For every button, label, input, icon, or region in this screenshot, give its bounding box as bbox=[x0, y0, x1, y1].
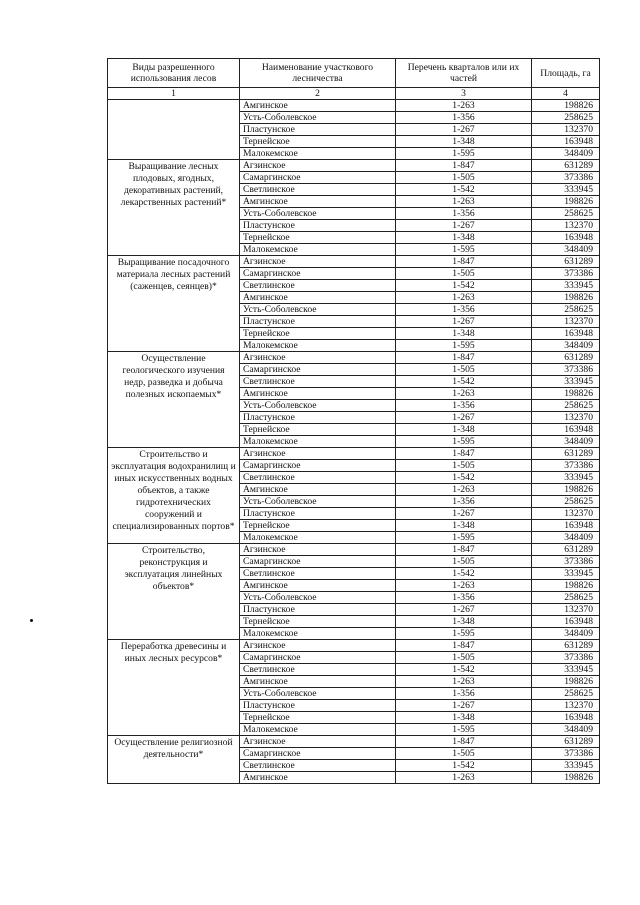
quarters-cell: 1-505 bbox=[396, 460, 532, 472]
use-kind-cell: Выращивание лесных плодовых, ягодных, декоративных растений, лекарственных растений* bbox=[108, 160, 240, 256]
quarters-cell: 1-263 bbox=[396, 772, 532, 784]
quarters-cell: 1-348 bbox=[396, 232, 532, 244]
quarters-cell: 1-356 bbox=[396, 688, 532, 700]
quarters-cell: 1-263 bbox=[396, 388, 532, 400]
area-cell: 631289 bbox=[532, 448, 600, 460]
quarters-cell: 1-595 bbox=[396, 436, 532, 448]
area-cell: 132370 bbox=[532, 604, 600, 616]
area-cell: 198826 bbox=[532, 388, 600, 400]
use-kind-cell: Переработка древесины и иных лесных ресурсов* bbox=[108, 640, 240, 736]
forestry-name-cell: Пластунское bbox=[240, 508, 396, 520]
forestry-name-cell: Тернейское bbox=[240, 424, 396, 436]
quarters-cell: 1-595 bbox=[396, 148, 532, 160]
quarters-cell: 1-847 bbox=[396, 736, 532, 748]
forestry-name-cell: Самаргинское bbox=[240, 748, 396, 760]
quarters-cell: 1-542 bbox=[396, 664, 532, 676]
quarters-cell: 1-348 bbox=[396, 136, 532, 148]
area-cell: 348409 bbox=[532, 148, 600, 160]
forestry-name-cell: Самаргинское bbox=[240, 268, 396, 280]
area-cell: 198826 bbox=[532, 580, 600, 592]
forestry-name-cell: Агзинское bbox=[240, 544, 396, 556]
forestry-name-cell: Малокемское bbox=[240, 628, 396, 640]
area-cell: 198826 bbox=[532, 484, 600, 496]
forestry-name-cell: Усть-Соболевское bbox=[240, 112, 396, 124]
quarters-cell: 1-267 bbox=[396, 316, 532, 328]
quarters-cell: 1-267 bbox=[396, 220, 532, 232]
area-cell: 373386 bbox=[532, 460, 600, 472]
use-kind-cell: Осуществление религиозной деятельности* bbox=[108, 736, 240, 784]
area-cell: 348409 bbox=[532, 244, 600, 256]
quarters-cell: 1-356 bbox=[396, 400, 532, 412]
column-number: 4 bbox=[532, 88, 600, 100]
quarters-cell: 1-542 bbox=[396, 184, 532, 196]
forestry-name-cell: Малокемское bbox=[240, 532, 396, 544]
header-use-kind: Виды разрешенного использования лесов bbox=[108, 59, 240, 88]
forestry-name-cell: Амгинское bbox=[240, 292, 396, 304]
forestry-name-cell: Пластунское bbox=[240, 700, 396, 712]
area-cell: 258625 bbox=[532, 112, 600, 124]
quarters-cell: 1-356 bbox=[396, 208, 532, 220]
forestry-name-cell: Агзинское bbox=[240, 352, 396, 364]
table-header-row bbox=[108, 59, 600, 88]
quarters-cell: 1-348 bbox=[396, 712, 532, 724]
quarters-cell: 1-263 bbox=[396, 580, 532, 592]
quarters-cell: 1-348 bbox=[396, 424, 532, 436]
quarters-cell: 1-356 bbox=[396, 304, 532, 316]
use-kind-cell bbox=[108, 100, 240, 160]
forestry-name-cell: Агзинское bbox=[240, 256, 396, 268]
forestry-name-cell: Усть-Соболевское bbox=[240, 496, 396, 508]
use-kind-cell: Осуществление геологического изучения недр, разведка и добыча полезных ископаемых* bbox=[108, 352, 240, 448]
area-cell: 333945 bbox=[532, 664, 600, 676]
forestry-name-cell: Пластунское bbox=[240, 412, 396, 424]
quarters-cell: 1-595 bbox=[396, 340, 532, 352]
quarters-cell: 1-267 bbox=[396, 700, 532, 712]
use-kind-cell: Строительство и эксплуатация водохранилищ и иных искусственных водных объектов, а также гидротехнических сооружений и специализированных портов* bbox=[108, 448, 240, 544]
forestry-name-cell: Агзинское bbox=[240, 160, 396, 172]
forestry-name-cell: Самаргинское bbox=[240, 172, 396, 184]
forestry-name-cell: Малокемское bbox=[240, 436, 396, 448]
forestry-name-cell: Пластунское bbox=[240, 124, 396, 136]
area-cell: 333945 bbox=[532, 280, 600, 292]
area-cell: 348409 bbox=[532, 532, 600, 544]
area-cell: 163948 bbox=[532, 520, 600, 532]
forestry-name-cell: Тернейское bbox=[240, 232, 396, 244]
quarters-cell: 1-542 bbox=[396, 760, 532, 772]
quarters-cell: 1-356 bbox=[396, 112, 532, 124]
area-cell: 163948 bbox=[532, 328, 600, 340]
header-forestry-name: Наименование участкового лесничества bbox=[240, 59, 396, 88]
quarters-cell: 1-542 bbox=[396, 568, 532, 580]
table-row bbox=[108, 640, 600, 652]
quarters-cell: 1-263 bbox=[396, 484, 532, 496]
forestry-name-cell: Самаргинское bbox=[240, 364, 396, 376]
area-cell: 163948 bbox=[532, 136, 600, 148]
quarters-cell: 1-542 bbox=[396, 472, 532, 484]
area-cell: 333945 bbox=[532, 472, 600, 484]
forestry-name-cell: Тернейское bbox=[240, 328, 396, 340]
area-cell: 132370 bbox=[532, 124, 600, 136]
forestry-name-cell: Малокемское bbox=[240, 340, 396, 352]
area-cell: 373386 bbox=[532, 268, 600, 280]
area-cell: 333945 bbox=[532, 760, 600, 772]
quarters-cell: 1-348 bbox=[396, 328, 532, 340]
table-row bbox=[108, 100, 600, 112]
area-cell: 348409 bbox=[532, 436, 600, 448]
area-cell: 631289 bbox=[532, 736, 600, 748]
area-cell: 631289 bbox=[532, 544, 600, 556]
quarters-cell: 1-847 bbox=[396, 448, 532, 460]
quarters-cell: 1-263 bbox=[396, 196, 532, 208]
table-body bbox=[108, 100, 600, 784]
forestry-name-cell: Амгинское bbox=[240, 196, 396, 208]
quarters-cell: 1-505 bbox=[396, 268, 532, 280]
area-cell: 333945 bbox=[532, 376, 600, 388]
area-cell: 198826 bbox=[532, 196, 600, 208]
forestry-name-cell: Самаргинское bbox=[240, 460, 396, 472]
forestry-name-cell: Светлинское bbox=[240, 760, 396, 772]
quarters-cell: 1-505 bbox=[396, 364, 532, 376]
area-cell: 258625 bbox=[532, 688, 600, 700]
quarters-cell: 1-595 bbox=[396, 628, 532, 640]
quarters-cell: 1-595 bbox=[396, 244, 532, 256]
area-cell: 198826 bbox=[532, 772, 600, 784]
forestry-name-cell: Малокемское bbox=[240, 724, 396, 736]
area-cell: 258625 bbox=[532, 208, 600, 220]
header-area: Площадь, га bbox=[532, 59, 600, 88]
table-row bbox=[108, 256, 600, 268]
area-cell: 132370 bbox=[532, 316, 600, 328]
area-cell: 258625 bbox=[532, 304, 600, 316]
quarters-cell: 1-505 bbox=[396, 652, 532, 664]
area-cell: 163948 bbox=[532, 424, 600, 436]
quarters-cell: 1-847 bbox=[396, 160, 532, 172]
quarters-cell: 1-356 bbox=[396, 496, 532, 508]
quarters-cell: 1-595 bbox=[396, 724, 532, 736]
area-cell: 258625 bbox=[532, 592, 600, 604]
area-cell: 258625 bbox=[532, 496, 600, 508]
forestry-name-cell: Агзинское bbox=[240, 640, 396, 652]
forestry-name-cell: Усть-Соболевское bbox=[240, 208, 396, 220]
quarters-cell: 1-505 bbox=[396, 172, 532, 184]
forestry-name-cell: Усть-Соболевское bbox=[240, 304, 396, 316]
quarters-cell: 1-267 bbox=[396, 604, 532, 616]
forestry-name-cell: Светлинское bbox=[240, 376, 396, 388]
quarters-cell: 1-542 bbox=[396, 376, 532, 388]
quarters-cell: 1-267 bbox=[396, 508, 532, 520]
area-cell: 333945 bbox=[532, 184, 600, 196]
area-cell: 132370 bbox=[532, 508, 600, 520]
quarters-cell: 1-263 bbox=[396, 676, 532, 688]
area-cell: 631289 bbox=[532, 352, 600, 364]
area-cell: 348409 bbox=[532, 340, 600, 352]
forestry-name-cell: Самаргинское bbox=[240, 556, 396, 568]
area-cell: 631289 bbox=[532, 256, 600, 268]
column-number-row bbox=[108, 88, 600, 100]
area-cell: 258625 bbox=[532, 400, 600, 412]
area-cell: 198826 bbox=[532, 292, 600, 304]
forestry-name-cell: Усть-Соболевское bbox=[240, 688, 396, 700]
area-cell: 631289 bbox=[532, 640, 600, 652]
margin-dot bbox=[30, 619, 33, 622]
forestry-name-cell: Светлинское bbox=[240, 184, 396, 196]
column-number: 2 bbox=[240, 88, 396, 100]
quarters-cell: 1-847 bbox=[396, 640, 532, 652]
quarters-cell: 1-595 bbox=[396, 532, 532, 544]
quarters-cell: 1-505 bbox=[396, 748, 532, 760]
forestry-name-cell: Амгинское bbox=[240, 772, 396, 784]
area-cell: 373386 bbox=[532, 172, 600, 184]
area-cell: 163948 bbox=[532, 712, 600, 724]
forestry-name-cell: Тернейское bbox=[240, 712, 396, 724]
forestry-name-cell: Пластунское bbox=[240, 604, 396, 616]
forestry-name-cell: Агзинское bbox=[240, 736, 396, 748]
quarters-cell: 1-267 bbox=[396, 124, 532, 136]
forestry-name-cell: Амгинское bbox=[240, 484, 396, 496]
use-kind-cell: Выращивание посадочного материала лесных растений (саженцев, сеянцев)* bbox=[108, 256, 240, 352]
table-row bbox=[108, 448, 600, 460]
area-cell: 163948 bbox=[532, 616, 600, 628]
column-number: 3 bbox=[396, 88, 532, 100]
forestry-name-cell: Светлинское bbox=[240, 568, 396, 580]
forestry-name-cell: Самаргинское bbox=[240, 652, 396, 664]
quarters-cell: 1-263 bbox=[396, 100, 532, 112]
quarters-cell: 1-847 bbox=[396, 352, 532, 364]
table-row bbox=[108, 544, 600, 556]
forestry-name-cell: Усть-Соболевское bbox=[240, 592, 396, 604]
quarters-cell: 1-542 bbox=[396, 280, 532, 292]
area-cell: 132370 bbox=[532, 700, 600, 712]
forestry-name-cell: Усть-Соболевское bbox=[240, 400, 396, 412]
forestry-name-cell: Тернейское bbox=[240, 520, 396, 532]
quarters-cell: 1-263 bbox=[396, 292, 532, 304]
table-row bbox=[108, 736, 600, 748]
area-cell: 348409 bbox=[532, 628, 600, 640]
quarters-cell: 1-847 bbox=[396, 544, 532, 556]
area-cell: 373386 bbox=[532, 556, 600, 568]
forestry-name-cell: Светлинское bbox=[240, 280, 396, 292]
forestry-name-cell: Малокемское bbox=[240, 244, 396, 256]
forestry-name-cell: Агзинское bbox=[240, 448, 396, 460]
area-cell: 132370 bbox=[532, 412, 600, 424]
forestry-name-cell: Пластунское bbox=[240, 316, 396, 328]
table-row bbox=[108, 352, 600, 364]
area-cell: 631289 bbox=[532, 160, 600, 172]
use-kind-cell: Строительство, реконструкция и эксплуатация линейных объектов* bbox=[108, 544, 240, 640]
area-cell: 373386 bbox=[532, 364, 600, 376]
area-cell: 198826 bbox=[532, 100, 600, 112]
quarters-cell: 1-348 bbox=[396, 520, 532, 532]
area-cell: 333945 bbox=[532, 568, 600, 580]
forestry-name-cell: Светлинское bbox=[240, 664, 396, 676]
area-cell: 373386 bbox=[532, 652, 600, 664]
area-cell: 163948 bbox=[532, 232, 600, 244]
forestry-name-cell: Амгинское bbox=[240, 580, 396, 592]
forestry-name-cell: Амгинское bbox=[240, 100, 396, 112]
forestry-name-cell: Малокемское bbox=[240, 148, 396, 160]
area-cell: 348409 bbox=[532, 724, 600, 736]
area-cell: 198826 bbox=[532, 676, 600, 688]
quarters-cell: 1-348 bbox=[396, 616, 532, 628]
forestry-name-cell: Пластунское bbox=[240, 220, 396, 232]
forest-use-table bbox=[107, 58, 600, 784]
quarters-cell: 1-267 bbox=[396, 412, 532, 424]
forestry-name-cell: Тернейское bbox=[240, 616, 396, 628]
table-row bbox=[108, 160, 600, 172]
area-cell: 373386 bbox=[532, 748, 600, 760]
forestry-name-cell: Амгинское bbox=[240, 676, 396, 688]
quarters-cell: 1-847 bbox=[396, 256, 532, 268]
quarters-cell: 1-505 bbox=[396, 556, 532, 568]
forestry-name-cell: Амгинское bbox=[240, 388, 396, 400]
forestry-name-cell: Тернейское bbox=[240, 136, 396, 148]
quarters-cell: 1-356 bbox=[396, 592, 532, 604]
column-number: 1 bbox=[108, 88, 240, 100]
area-cell: 132370 bbox=[532, 220, 600, 232]
forestry-name-cell: Светлинское bbox=[240, 472, 396, 484]
header-quarters: Перечень кварталов или их частей bbox=[396, 59, 532, 88]
